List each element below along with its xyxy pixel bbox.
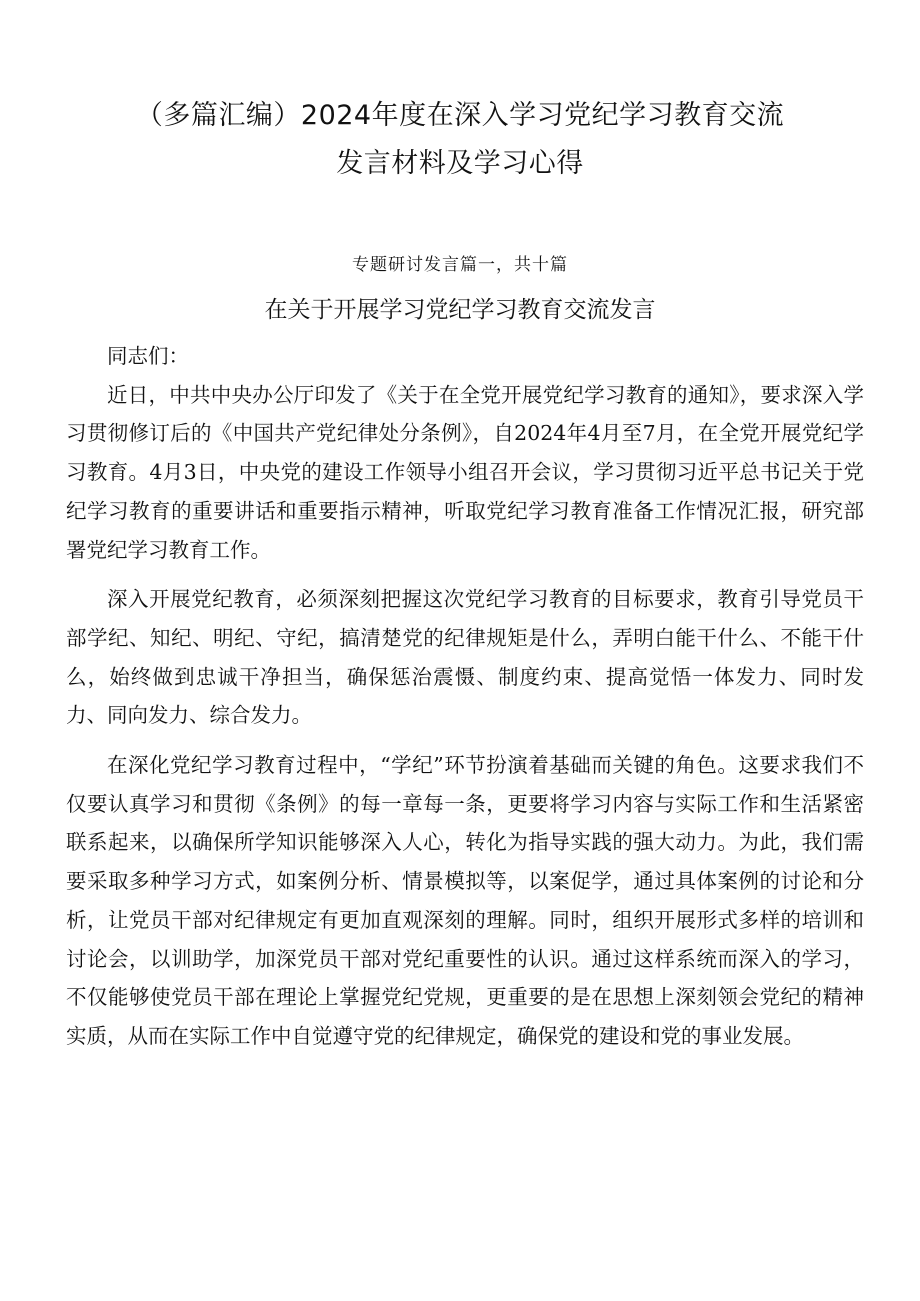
document-title-line-2: 发言材料及学习心得 — [336, 148, 584, 179]
document-body — [66, 337, 864, 1056]
document-title-line-1: （多篇汇编）2024年度在深入学习党纪学习教育交流 — [135, 100, 785, 131]
body-paragraph-2: 深入开展党纪教育，必须深刻把握这次党纪学习教育的目标要求，教育引导党员干部学纪、知纪、明纪、守纪，搞清楚党的纪律规矩是什么，弄明白能干什么、不能干什么，始终做到忠诚干净担当，确保惩治震慑、制度约束、提高觉悟一体发力、同时发力、同向发力、综合发力。 — [66, 587, 864, 728]
document-subtitle: 专题研讨发言篇一，共十篇 — [352, 255, 568, 275]
document-title — [60, 92, 860, 188]
greeting: 同志们： — [107, 344, 189, 368]
section-heading: 在关于开展学习党纪学习教育交流发言 — [264, 297, 656, 323]
body-paragraph-3: 在深化党纪学习教育过程中，“学纪”环节扮演着基础而关键的角色。这要求我们不仅要认真学习和贯彻《条例》的每一章每一条，更要将学习内容与实际工作和生活紧密联系起来，以确保所学知识能够深入人心，转化为指导实践的强大动力。为此，我们需要采取多种学习方式，如案例分析、情景模拟等，以案促学，通过具体案例的讨论和分析，让党员干部对纪律规定有更加直观深刻的理解。同时，组织开展形式多样的培训和讨论会，以训助学，加深党员干部对党纪重要性的认识。通过这样系统而深入的学习，不仅能够使党员干部在理论上掌握党纪党规，更重要的是在思想上深刻领会党纪的精神实质，从而在实际工作中自觉遵守党的纪律规定，确保党的建设和党的事业发展。 — [66, 753, 864, 1048]
body-paragraph-1: 近日，中共中央办公厅印发了《关于在全党开展党纪学习教育的通知》，要求深入学习贯彻修订后的《中国共产党纪律处分条例》，自2024年4月至7月，在全党开展党纪学习教育。4月3日，中央党的建设工作领导小组召开会议，学习贯彻习近平总书记关于党纪学习教育的重要讲话和重要指示精神，听取党纪学习教育准备工作情况汇报，研究部署党纪学习教育工作。 — [66, 382, 864, 562]
